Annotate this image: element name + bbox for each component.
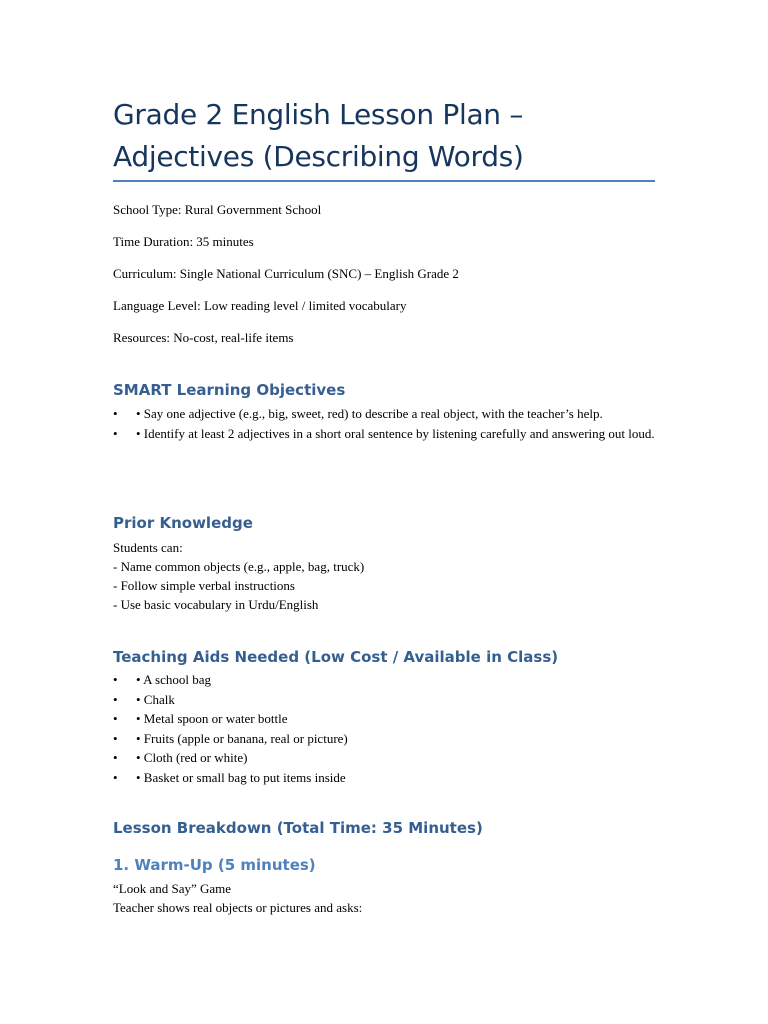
bullet-icon: •: [113, 691, 118, 707]
list-item-text: • Say one adjective (e.g., big, sweet, red) to describe a real object, with the teacher’s help.: [136, 406, 603, 421]
teaching-aids-list: [113, 670, 658, 787]
document-title-line-1: Grade 2 English Lesson Plan –: [113, 98, 524, 131]
lesson-breakdown-heading: Lesson Breakdown (Total Time: 35 Minutes): [113, 819, 483, 837]
list-item-text: • Identify at least 2 adjectives in a short oral sentence by listening carefully and answering out loud.: [136, 425, 655, 441]
list-item-text: • Cloth (red or white): [136, 750, 248, 765]
list-item: [113, 748, 658, 768]
prior-knowledge-heading: Prior Knowledge: [113, 514, 253, 532]
list-item-text: • Metal spoon or water bottle: [136, 711, 288, 726]
list-item: [113, 424, 658, 444]
smart-objectives-heading: SMART Learning Objectives: [113, 381, 346, 399]
list-item: [113, 690, 658, 710]
warm-up-line: “Look and Say” Game: [113, 881, 232, 896]
bullet-icon: •: [113, 672, 118, 687]
list-item-text: • A school bag: [136, 672, 211, 687]
list-item: [113, 404, 658, 424]
prior-knowledge-line: Students can:: [113, 540, 183, 555]
meta-school-type: School Type: Rural Government School: [113, 202, 322, 217]
list-item: [113, 709, 658, 729]
bullet-icon: •: [113, 769, 118, 785]
title-divider: [113, 180, 655, 182]
document-title: [113, 94, 658, 178]
document-title-line-2: Adjectives (Describing Words): [113, 140, 524, 173]
smart-objectives-list: [113, 404, 658, 443]
bullet-icon: •: [113, 406, 118, 421]
teaching-aids-heading: Teaching Aids Needed (Low Cost / Available in Class): [113, 648, 559, 666]
prior-knowledge-line: - Name common objects (e.g., apple, bag, truck): [113, 559, 365, 574]
list-item: [113, 729, 658, 749]
meta-language-level: Language Level: Low reading level / limited vocabulary: [113, 298, 407, 313]
meta-curriculum: Curriculum: Single National Curriculum (SNC) – English Grade 2: [113, 266, 459, 281]
meta-resources: Resources: No-cost, real-life items: [113, 330, 294, 345]
bullet-icon: •: [113, 730, 118, 746]
bullet-icon: •: [113, 711, 118, 726]
bullet-icon: •: [113, 425, 118, 441]
prior-knowledge-line: - Follow simple verbal instructions: [113, 578, 295, 593]
warm-up-line: Teacher shows real objects or pictures and asks:: [113, 900, 363, 915]
meta-time-duration: Time Duration: 35 minutes: [113, 234, 254, 249]
list-item-text: • Chalk: [136, 691, 175, 707]
bullet-icon: •: [113, 750, 118, 765]
list-item: [113, 768, 658, 788]
list-item: [113, 670, 658, 690]
prior-knowledge-line: - Use basic vocabulary in Urdu/English: [113, 597, 319, 612]
list-item-text: • Fruits (apple or banana, real or picture): [136, 730, 348, 746]
list-item-text: • Basket or small bag to put items inside: [136, 769, 346, 785]
warm-up-heading: 1. Warm-Up (5 minutes): [113, 856, 316, 874]
